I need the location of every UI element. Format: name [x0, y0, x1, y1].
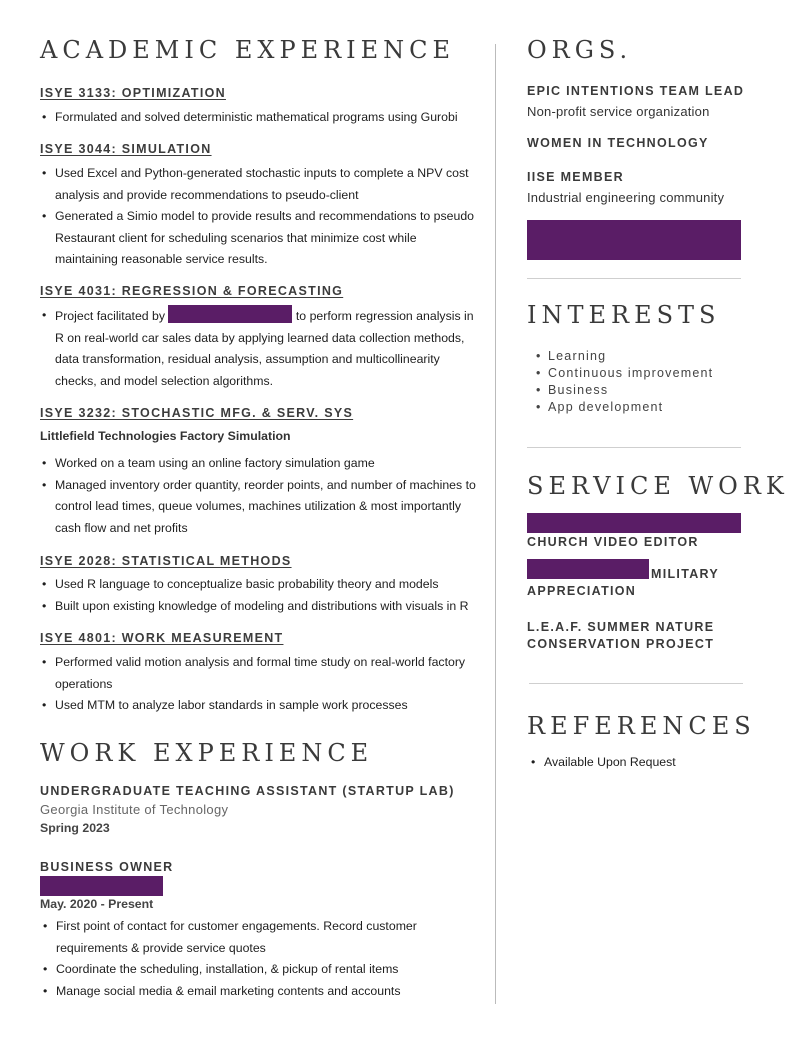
course-isye-3044: ISYE 3044: SIMULATION: [40, 142, 212, 156]
course-isye-2028: ISYE 2028: STATISTICAL METHODS: [40, 554, 292, 568]
job-date: May. 2020 - Present: [40, 897, 154, 911]
redacted-block: [40, 876, 163, 896]
list-item: • Worked on a team using an online factory simulation game: [40, 453, 480, 475]
org-description: Non-profit service organization: [527, 104, 710, 119]
job-role: UNDERGRADUATE TEACHING ASSISTANT (STARTUP LAB): [40, 784, 455, 798]
course-isye-3232: ISYE 3232: STOCHASTIC MFG. & SERV. SYS: [40, 406, 354, 420]
service-item: L.E.A.F. SUMMER NATURE CONSERVATION PROJECT: [527, 620, 715, 651]
org-name: WOMEN IN TECHNOLOGY: [527, 136, 709, 150]
course-subtitle: Littlefield Technologies Factory Simulation: [40, 429, 291, 443]
section-divider: [527, 447, 741, 448]
section-divider: [529, 683, 743, 684]
work-experience-heading: WORK EXPERIENCE: [40, 739, 374, 767]
job-role: BUSINESS OWNER: [40, 860, 174, 874]
list-item: • Learning: [536, 348, 713, 365]
list-item: • Used R language to conceptualize basic probability theory and models: [40, 574, 480, 596]
list-item: • Formulated and solved deterministic mathematical programs using Gurobi: [40, 107, 480, 129]
bullet-list: [40, 305, 480, 392]
references-heading: REFERENCES: [527, 712, 756, 740]
list-item: • Business: [536, 382, 713, 399]
redacted-block: [168, 305, 292, 323]
redacted-block: [527, 559, 649, 579]
list-item: • Used Excel and Python-generated stochastic inputs to complete a NPV cost analysis and provide recommendations to pseudo-client: [40, 163, 480, 206]
org-description: Industrial engineering community: [527, 190, 725, 205]
list-item: • Available Upon Request: [529, 752, 749, 774]
bullet-list: [40, 453, 480, 539]
list-item: • Manage social media & email marketing contents and accounts: [41, 981, 481, 1003]
bullet-list: [41, 916, 481, 1002]
list-item: • App development: [536, 399, 713, 416]
org-name: EPIC INTENTIONS TEAM LEAD: [527, 84, 745, 98]
redacted-block: [527, 513, 741, 533]
column-divider: [495, 44, 496, 1004]
list-item: • Coordinate the scheduling, installation, & pickup of rental items: [41, 959, 481, 981]
org-name: IISE MEMBER: [527, 170, 624, 184]
interests-heading: INTERESTS: [527, 301, 721, 329]
orgs-heading: ORGS.: [527, 36, 633, 64]
section-divider: [527, 278, 741, 279]
service-item: MILITARY: [651, 567, 720, 581]
list-item: • Continuous improvement: [536, 365, 713, 382]
interests-list: [536, 348, 713, 416]
service-item: CHURCH VIDEO EDITOR: [527, 535, 699, 549]
redacted-block: [527, 220, 741, 260]
bullet-pre-text: Project facilitated by: [55, 309, 166, 323]
course-isye-4801: ISYE 4801: WORK MEASUREMENT: [40, 631, 284, 645]
bullet-list: [40, 652, 480, 717]
bullet-list: [40, 574, 480, 617]
bullet-post-text: to perform regression analysis in R on real-world car sales data by applying learned data collection methods, data transformation, residual analysis, assumption and multicollinearity checks, and model selection algorithms.: [55, 309, 474, 388]
job-organization: Georgia Institute of Technology: [40, 802, 229, 817]
bullet-list: [40, 107, 480, 129]
job-date: Spring 2023: [40, 821, 110, 835]
list-item: • Performed valid motion analysis and formal time study on real-world factory operations: [40, 652, 480, 695]
references-list: [529, 752, 749, 774]
service-work-heading: SERVICE WORK: [527, 472, 789, 500]
list-item: • First point of contact for customer engagements. Record customer requirements & provide service quotes: [41, 916, 481, 959]
list-item: • Managed inventory order quantity, reorder points, and number of machines to control lead times, queue volumes, machines utilization & most importantly cash flow and net profits: [40, 475, 480, 540]
service-item: APPRECIATION: [527, 584, 637, 598]
list-item: • Built upon existing knowledge of modeling and distributions with visuals in R: [40, 596, 480, 618]
course-isye-3133: ISYE 3133: OPTIMIZATION: [40, 86, 226, 100]
academic-experience-heading: ACADEMIC EXPERIENCE: [40, 36, 456, 64]
list-item: • Used MTM to analyze labor standards in sample work processes: [40, 695, 480, 717]
bullet-list: [40, 163, 480, 271]
list-item: [40, 305, 480, 392]
list-item: • Generated a Simio model to provide results and recommendations to pseudo Restaurant client for scheduling scenarios that minimize cost while maintaining reasonable service results.: [40, 206, 480, 271]
course-isye-4031: ISYE 4031: REGRESSION & FORECASTING: [40, 284, 344, 298]
